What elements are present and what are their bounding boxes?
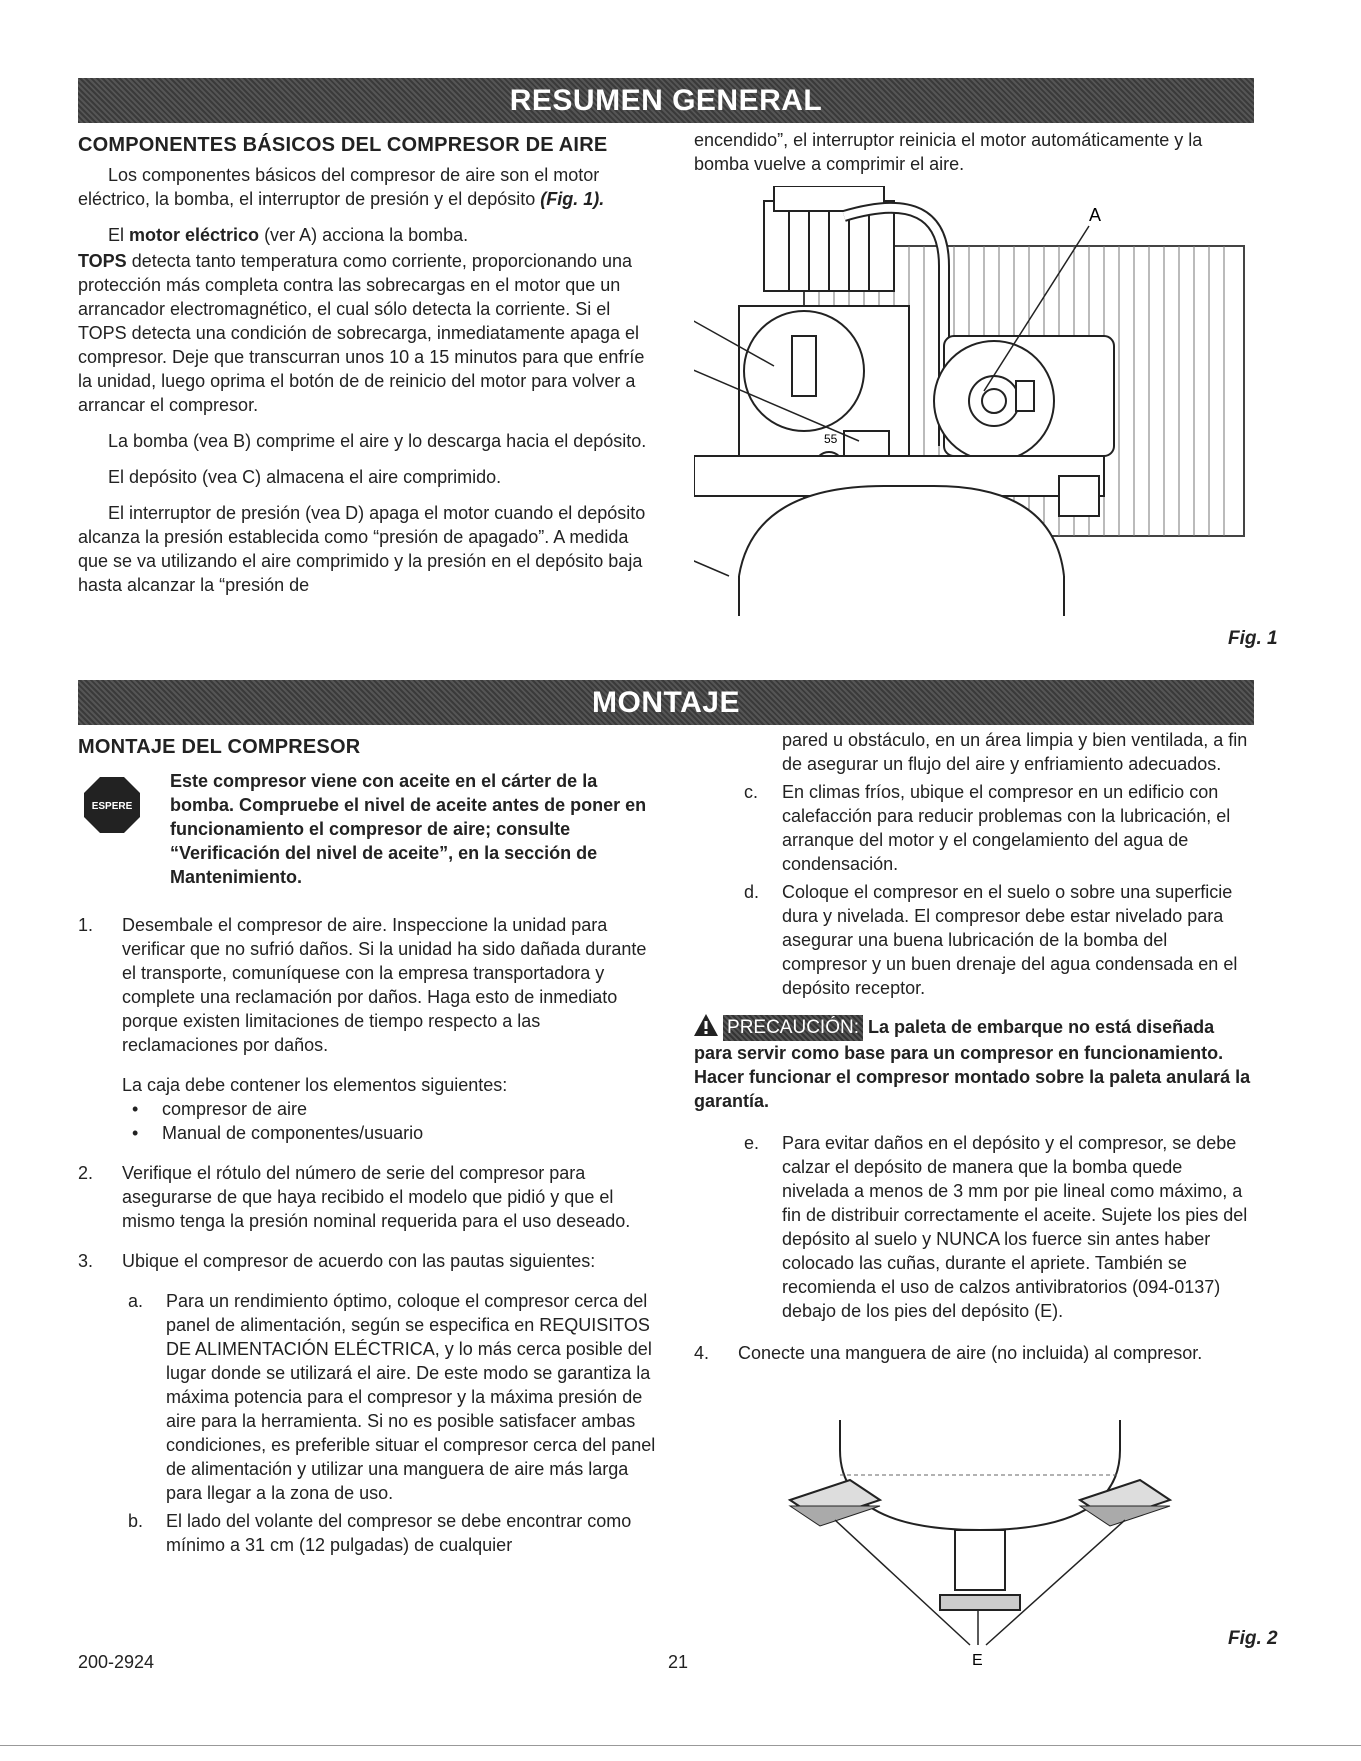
page-bottom-rule	[0, 1745, 1361, 1746]
components-heading: COMPONENTES BÁSICOS DEL COMPRESOR DE AIRE	[78, 134, 608, 156]
gauge-marking: 55	[824, 432, 838, 446]
substep-b: b. El lado del volante del compresor se debe encontrar como mínimo a 31 cm (12 pulgadas) de cualquier	[128, 1511, 632, 1555]
document-number: 200-2924	[78, 1652, 155, 1672]
overview-column	[78, 133, 658, 609]
fig1-reference: (Fig. 1).	[540, 189, 605, 209]
assembly-step-4: 4. Conecte una manguera de aire (no incluida) al compresor.	[694, 1343, 1203, 1363]
components-intro: Los componentes básicos del compresor de aire son el motor eléctrico, la bomba, el interruptor de presión y el depósito (Fig. 1).	[78, 165, 605, 209]
svg-text:ESPERE: ESPERE	[91, 801, 133, 812]
callout-e: E	[972, 1652, 983, 1669]
assembly-step-3: 3. Ubique el compresor de acuerdo con las pautas siguientes:	[78, 1251, 596, 1271]
overview-continued	[694, 128, 1254, 188]
caution-label: PRECAUCIÓN:	[723, 1015, 863, 1041]
list-item: • Manual de componentes/usuario	[132, 1123, 424, 1143]
pump-paragraph: La bomba (vea B) comprime el aire y lo descarga hacia el depósito.	[108, 431, 647, 451]
callout-a: A	[1089, 205, 1102, 225]
oil-notice: ESPERE Este compresor viene con aceite en el cárter de la bomba. Compruebe el nivel de aceite antes de poner en funcionamiento el compresor de aire; consulte “Verificación del nivel de aceite”, en la sección de Mantenimiento.	[78, 769, 658, 889]
pressure-switch-paragraph: El interruptor de presión (vea D) apaga el motor cuando el depósito alcanza la presión establecida como “presión de apagado”. A medida que se va utilizando el aire comprimido y la presión en el depósito baja hasta alcanzar la “presión de	[78, 503, 646, 595]
section-banner-overview: RESUMEN GENERAL	[78, 78, 1254, 123]
substep-e: e. Para evitar daños en el depósito y el compresor, se debe calzar el depósito de manera que la bomba quede nivelada a menos de 3 mm por pie lineal como máximo, a fin de distribuir correctamente el aceite. Sujete los pies del depósito al suelo y NUNCA los fuerce sin antes haber colocado las cuñas, durante el apriete. También se recomienda el uso de calzos antivibratorios (094-0137) debajo de los pies del depósito (E).	[744, 1133, 1248, 1321]
substep-c: c. En climas fríos, ubique el compresor en un edificio con calefacción para reducir problemas con la lubricación, el arranque del motor y el congelamiento del agua de condensación.	[744, 782, 1231, 874]
box-contents-intro: La caja debe contener los elementos siguientes:	[122, 1075, 508, 1095]
section-banner-assembly: MONTAJE	[78, 680, 1254, 725]
fig1-compressor-illustration	[694, 186, 1254, 672]
substep-b-continued: pared u obstáculo, en un área limpia y bien ventilada, a fin de asegurar un flujo del aire y enfriamiento adecuados.	[782, 730, 1248, 774]
pressure-switch-continued: encendido”, el interruptor reinicia el motor automáticamente y la bomba vuelve a comprimir el aire.	[694, 130, 1203, 174]
fig2-tank-feet-illustration	[780, 1420, 1180, 1670]
substep-d: d. Coloque el compresor en el suelo o sobre una superficie dura y nivelada. El compresor debe estar nivelado para asegurar una buena lubricación de la bomba del compresor y un buen drenaje del agua condensada en el depósito receptor.	[744, 882, 1238, 998]
motor-paragraph: El motor eléctrico (ver A) acciona la bomba.	[108, 225, 469, 245]
fig1-label: Fig. 1	[1228, 628, 1278, 649]
fig2-label: Fig. 2	[1228, 1628, 1278, 1649]
assembly-step-2: 2. Verifique el rótulo del número de serie del compresor para asegurarse de que haya recibido el modelo que pidió y que el mismo tenga la presión nominal requerida para el uso deseado.	[78, 1163, 631, 1231]
assembly-column-right	[694, 728, 1254, 1381]
warning-icon	[694, 1014, 718, 1036]
assembly-step-1: 1. Desembale el compresor de aire. Inspeccione la unidad para verificar que no sufrió daños. Si la unidad ha sido dañada durante el transporte, comuníquese con la empresa transportadora y complete una reclamación por daños. Haga esto de inmediato porque existen limitaciones de tiempo respecto a las reclamaciones por daños. La caja debe contener los elementos siguientes: • compresor de aire • Manual de componentes/usuario	[78, 913, 658, 1145]
tank-paragraph: El depósito (vea C) almacena el aire comprimido.	[108, 467, 502, 487]
assembly-column-left	[78, 735, 658, 1561]
substep-a: a. Para un rendimiento óptimo, coloque el compresor cerca del panel de alimentación, según se especifica en REQUISITOS DE ALIMENTACIÓN ELÉCTRICA, y lo más cerca posible del lugar donde se utilizará el aire. De este modo se garantiza la máxima potencia para el compresor y la máxima presión de aire para la herramienta. Si no es posible satisfacer ambas condiciones, es preferible situar el compresor cerca del panel de alimentación y utilizar una manguera de aire más larga para llegar a la zona de uso.	[128, 1291, 656, 1503]
stop-sign-icon	[84, 777, 140, 833]
caution-text: La paleta de embarque no está diseñada para servir como base para un compresor en funcionamiento. Hacer funcionar el compresor montado sobre la paleta anulará la garantía.	[694, 1017, 1251, 1111]
caution-block	[694, 1014, 1254, 1113]
list-item: • compresor de aire	[132, 1099, 308, 1119]
tops-paragraph: TOPS detecta tanto temperatura como corriente, proporcionando una protección más completa contra las sobrecargas en el motor que un arrancador electromagnético, el cual sólo detecta la corriente. Si el TOPS detecta una condición de sobrecarga, inmediatamente apaga el compresor. Deje que transcurran unos 10 a 15 minutos para que enfríe la unidad, luego oprima el botón de de reinicio del motor para volver a arrancar el compresor.	[78, 251, 645, 415]
page-number: 21	[668, 1652, 689, 1672]
assembly-heading: MONTAJE DEL COMPRESOR	[78, 736, 361, 758]
